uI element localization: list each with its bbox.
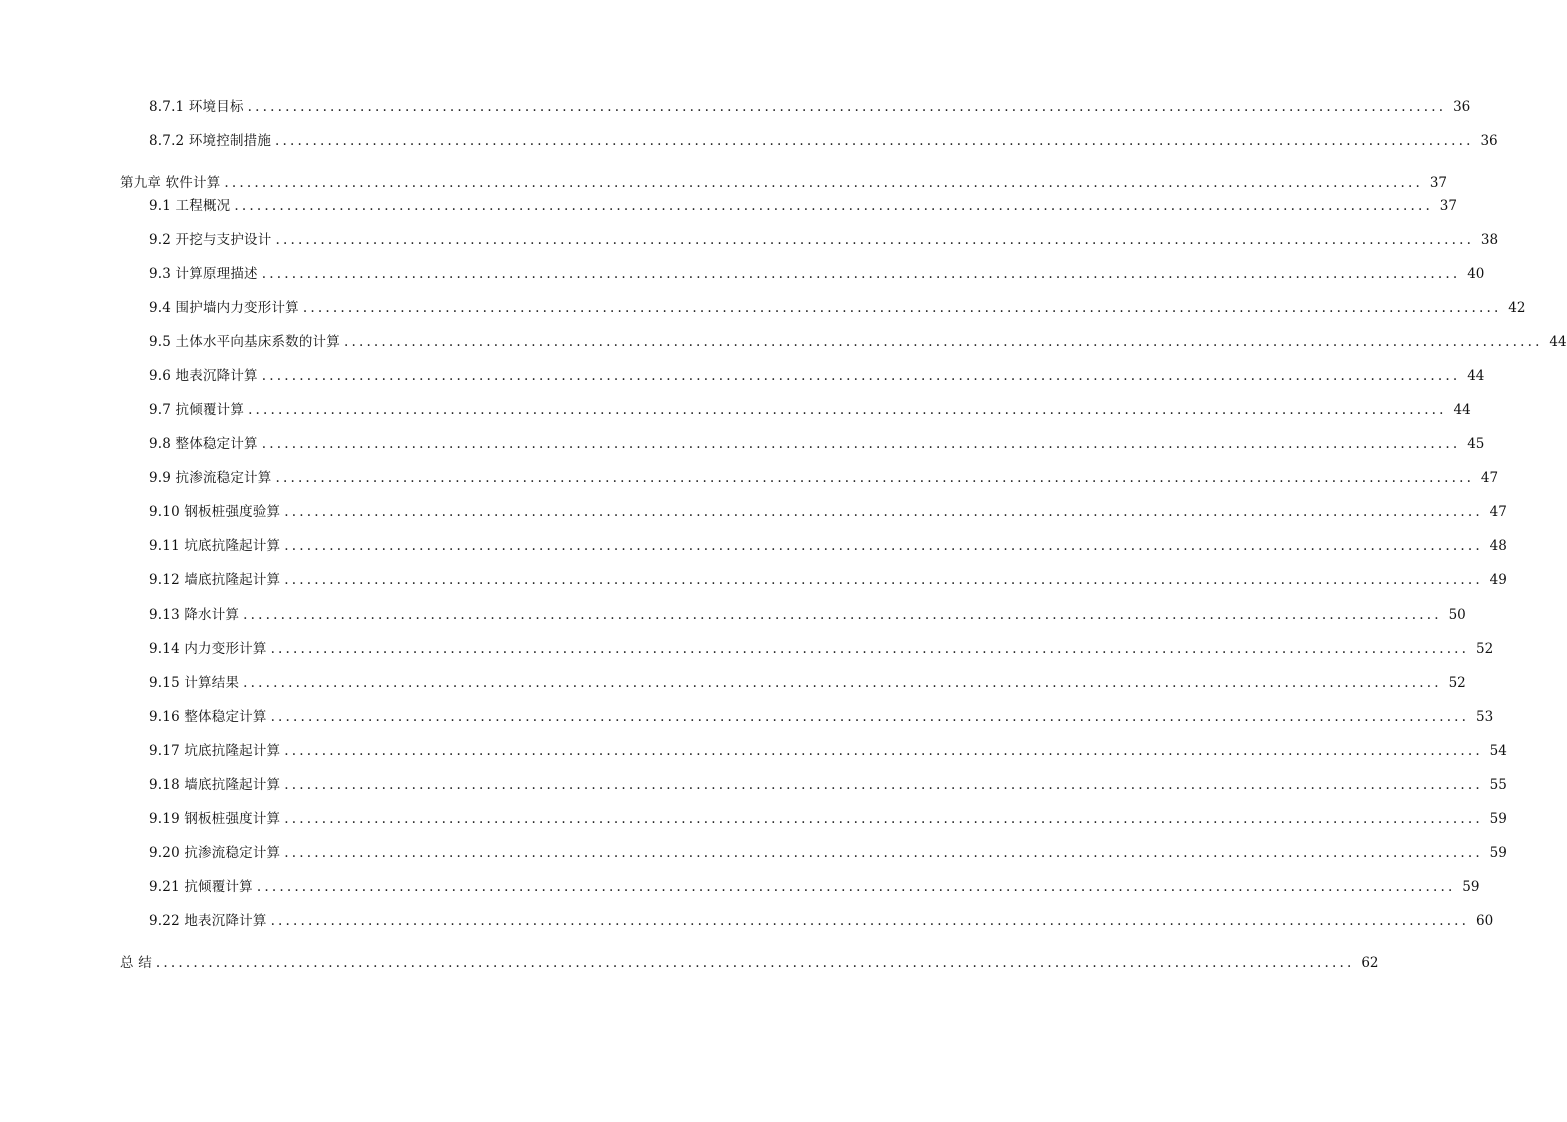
toc-entry-label: 9.14 内力变形计算 [149,641,267,657]
toc-entry-label: 9.4 围护墙内力变形计算 [149,300,299,316]
toc-entry[interactable] [149,400,1471,420]
toc-page-number: 52 [1475,641,1494,657]
toc-page-number: 44 [1549,334,1567,350]
toc-page-number: 60 [1475,913,1494,929]
toc-leader-dots: ................................................................................................................................................................ [243,607,1442,623]
toc-entry[interactable] [149,639,1494,659]
toc-leader-dots: ................................................................................................................................................................ [284,845,1483,861]
toc-page-number: 38 [1480,232,1499,248]
toc-page-number: 42 [1508,300,1526,316]
toc-entry-label: 9.6 地表沉降计算 [149,368,258,384]
toc-entry[interactable] [149,707,1494,727]
toc-page-number: 62 [1361,955,1379,971]
toc-leader-dots: ................................................................................................................................................................ [261,368,1461,384]
toc-leader-dots: ................................................................................................................................................................ [343,334,1543,350]
toc-entry-label: 9.8 整体稳定计算 [149,436,258,452]
toc-leader-dots: ................................................................................................................................................................ [275,470,1475,486]
toc-leader-dots: ................................................................................................................................................................ [302,300,1502,316]
toc-page-number: 59 [1489,811,1507,827]
toc-summary-entry[interactable] [120,953,1379,973]
toc-page-number: 52 [1448,675,1466,691]
toc-entry-label: 第九章 软件计算 [120,175,221,191]
toc-entry-label: 9.11 坑底抗隆起计算 [149,538,281,554]
toc-leader-dots: ................................................................................................................................................................ [284,743,1483,759]
toc-entry-label: 9.12 墙底抗隆起计算 [149,572,281,588]
toc-page-number: 45 [1467,436,1485,452]
toc-entry[interactable] [149,131,1498,151]
toc-entry[interactable] [149,775,1507,795]
toc-entry-label: 9.15 计算结果 [149,675,240,691]
toc-entry-label: 9.16 整体稳定计算 [149,709,267,725]
toc-page-number: 36 [1480,133,1498,149]
toc-leader-dots: ................................................................................................................................................................ [284,572,1483,588]
toc-page-number: 54 [1489,743,1507,759]
toc-entry-label: 9.21 抗倾覆计算 [149,879,253,895]
toc-page-number: 50 [1448,607,1466,623]
toc-entry[interactable] [149,877,1480,897]
toc-page-number: 47 [1489,504,1507,520]
toc-page-number: 36 [1453,99,1471,115]
toc-leader-dots: ................................................................................................................................................................ [270,709,1470,725]
toc-leader-dots: ................................................................................................................................................................ [224,175,1424,191]
toc-leader-dots: ................................................................................................................................................................ [270,641,1470,657]
toc-entry-label: 9.18 墙底抗隆起计算 [149,777,281,793]
toc-entry[interactable] [149,502,1507,522]
toc-page-number: 53 [1475,709,1494,725]
toc-entry-label: 8.7.1 环境目标 [149,99,244,115]
toc-entry-label: 9.17 坑底抗隆起计算 [149,743,281,759]
toc-page-number: 40 [1467,266,1485,282]
toc-entry[interactable] [149,570,1507,590]
toc-page-number: 37 [1429,175,1448,191]
toc-leader-dots: ................................................................................................................................................................ [284,504,1483,520]
toc-entry[interactable] [149,673,1466,693]
toc-entry[interactable] [149,605,1466,625]
toc-chapter-entry[interactable] [120,173,1448,193]
toc-entry[interactable] [149,298,1526,318]
toc-leader-dots: ................................................................................................................................................................ [284,811,1483,827]
toc-entry[interactable] [149,230,1499,250]
toc-entry[interactable] [149,196,1457,216]
toc-entry-label: 9.9 抗渗流稳定计算 [149,470,272,486]
toc-page-number: 44 [1467,368,1485,384]
toc-entry-label: 9.1 工程概况 [149,198,231,214]
toc-entry-label: 8.7.2 环境控制措施 [149,133,272,149]
toc-entry[interactable] [149,264,1485,284]
toc-page-number: 59 [1489,845,1507,861]
toc-entry[interactable] [149,97,1471,117]
toc-leader-dots: ................................................................................................................................................................ [275,133,1474,149]
toc-entry[interactable] [149,536,1507,556]
toc-leader-dots: ................................................................................................................................................................ [248,402,1447,418]
toc-entry[interactable] [149,366,1485,386]
toc-leader-dots: ................................................................................................................................................................ [256,879,1456,895]
toc-leader-dots: ................................................................................................................................................................ [261,436,1461,452]
toc-leader-dots: ................................................................................................................................................................ [155,955,1355,971]
toc-entry[interactable] [149,332,1567,352]
toc-page-number: 55 [1489,777,1507,793]
toc-entry-label: 9.22 地表沉降计算 [149,913,267,929]
toc-leader-dots: ................................................................................................................................................................ [234,198,1433,214]
toc-page-number: 49 [1489,572,1507,588]
toc-leader-dots: ................................................................................................................................................................ [270,913,1470,929]
toc-leader-dots: ................................................................................................................................................................ [261,266,1461,282]
toc-leader-dots: ................................................................................................................................................................ [284,777,1483,793]
toc-entry-label: 9.5 土体水平向基床系数的计算 [149,334,340,350]
toc-entry-label: 9.2 开挖与支护设计 [149,232,272,248]
toc-entry-label: 总 结 [120,955,152,971]
toc-page-number: 59 [1462,879,1480,895]
toc-entry-label: 9.13 降水计算 [149,607,240,623]
toc-entry-label: 9.3 计算原理描述 [149,266,258,282]
toc-entry[interactable] [149,809,1507,829]
toc-page-number: 44 [1453,402,1471,418]
toc-entry[interactable] [149,911,1494,931]
toc-leader-dots: ................................................................................................................................................................ [275,232,1475,248]
toc-entry-label: 9.7 抗倾覆计算 [149,402,245,418]
toc-entry[interactable] [149,741,1507,761]
toc-entry[interactable] [149,843,1507,863]
toc-page-number: 37 [1439,198,1457,214]
toc-leader-dots: ................................................................................................................................................................ [247,99,1447,115]
toc-page-number: 48 [1489,538,1507,554]
toc-entry-label: 9.20 抗渗流稳定计算 [149,845,281,861]
toc-entry[interactable] [149,434,1485,454]
toc-leader-dots: ................................................................................................................................................................ [284,538,1483,554]
toc-page-number: 47 [1480,470,1499,486]
toc-entry-label: 9.10 钢板桩强度验算 [149,504,281,520]
toc-entry[interactable] [149,468,1499,488]
toc-entry-label: 9.19 钢板桩强度计算 [149,811,281,827]
toc-leader-dots: ................................................................................................................................................................ [243,675,1442,691]
